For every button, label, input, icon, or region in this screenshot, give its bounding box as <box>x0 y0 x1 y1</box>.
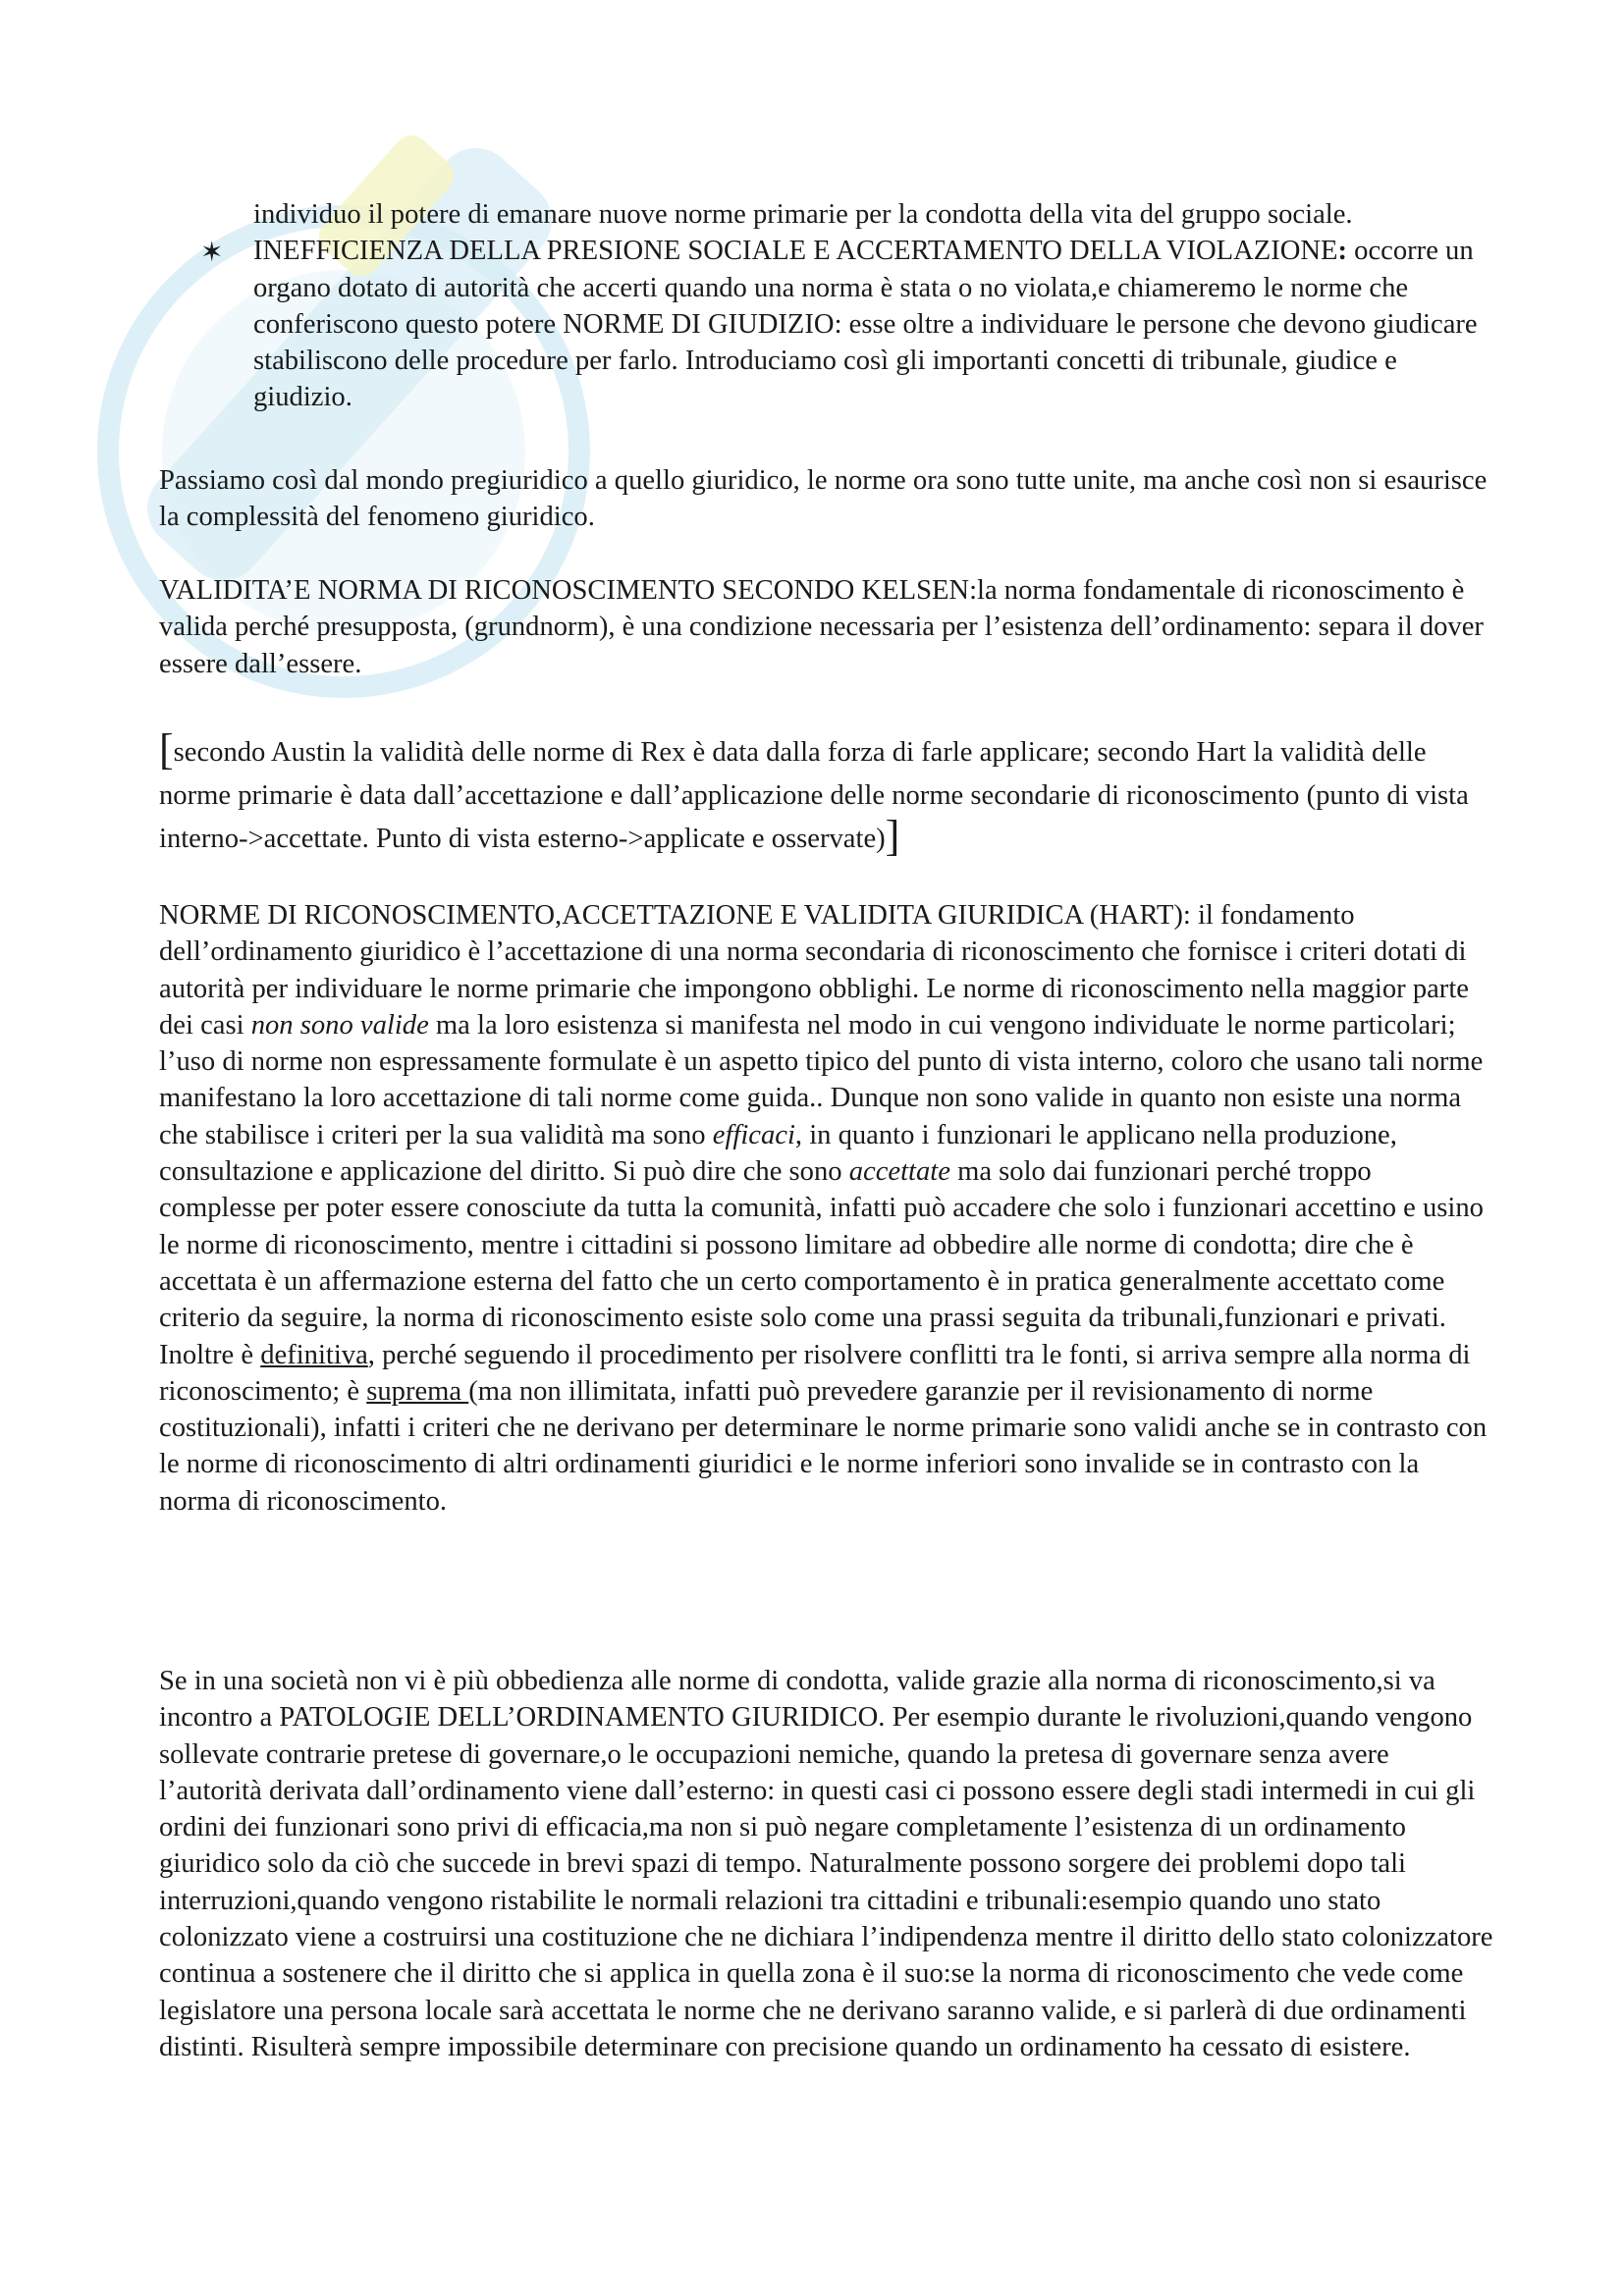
bracket-close: ] <box>885 812 900 860</box>
bracket-note-text: secondo Austin la validità delle norme di Rex è data dalla forza di farle applicare; secondo Hart la validità delle norme primarie è data dall’accettazione e dall’applicazione delle norme secondarie di riconoscimento (punto di vista interno->accettate. Punto di vista esterno->applicate e osservate) <box>159 737 1469 854</box>
hart-text-3: , in quanto i funzionari le applicano nella produzione, consultazione e applicazione del diritto. Si può dire che sono <box>159 1119 1397 1188</box>
list-item-inefficienza <box>159 233 1494 415</box>
hart-underline-suprema: suprema <box>366 1375 469 1407</box>
hart-underline-definitiva: definitiva <box>260 1339 368 1370</box>
paragraph-bracket-note <box>159 725 1494 861</box>
hart-text-2: ma la loro esistenza si manifesta nel modo in cui vengono individuate le norme particolari; l’uso di norme non espressamente formulate è un aspetto tipico del punto di vista interno, coloro che usano tali norme manifestano la loro accettazione di tali norme come guida.. Dunque non sono valide in quanto non esiste una norma che stabilisce i criteri per la sua validità ma sono <box>159 1009 1484 1150</box>
bullet-text: occorre un organo dotato di autorità che accerti quando una norma è stata o no violata,e chiameremo le norme che conferiscono questo potere NORME DI GIUDIZIO: esse oltre a individuare le persone che devono giudicare stabiliscono delle procedure per farlo. Introduciamo così gli importanti concetti di tribunale, giudice e giudizio. <box>253 236 1478 413</box>
paragraph-transition: Passiamo così dal mondo pregiuridico a quello giuridico, le norme ora sono tutte unite, ma anche così non si esaurisce la complessità del fenomeno giuridico. <box>159 465 1488 533</box>
hart-italic-efficaci: efficaci <box>712 1119 795 1150</box>
hart-italic-accettate: accettate <box>848 1156 950 1188</box>
list-block <box>159 196 1494 416</box>
paragraph-hart <box>159 897 1494 1520</box>
bracket-open: [ <box>159 725 174 774</box>
bullet-colon: : <box>1337 236 1348 267</box>
list-continuation: individuo il potere di emanare nuove norme primarie per la condotta della vita del gruppo sociale. <box>253 199 1353 230</box>
hart-text-6: (ma non illimitata, infatti può prevedere garanzie per il revisionamento di norme costituzionali), infatti i criteri che ne derivano per determinare le norme primarie sono validi anche se in contrasto con le norme di riconoscimento di altri ordinamenti giuridici e le norme inferiori sono invalide se in contrasto con la norma di riconoscimento. <box>159 1375 1488 1517</box>
hart-text-1: NORME DI RICONOSCIMENTO,ACCETTAZIONE E VALIDITA GIURIDICA (HART): il fondamento dell’ordinamento giuridico è l’accettazione di una norma secondaria di riconoscimento che fornisce i criteri dotati di autorità per individuare le norme primarie che impongono obblighi. Le norme di riconoscimento nella maggior parte dei casi <box>159 900 1469 1041</box>
hart-text-4: ma solo dai funzionari perché troppo complesse per poter essere conosciute da tutta la comunità, infatti può accadere che solo i funzionari accettino e usino le norme di riconoscimento, mentre i cittadini si possono limitare ad obbedire alle norme di condotta; dire che è accettata è un affermazione esterna del fatto che un certo comportamento è in pratica generalmente accettato come criterio da seguire, la norma di riconoscimento esiste solo come una prassi seguita da tribunali,funzionari e privati. Inoltre è <box>159 1156 1484 1370</box>
bullet-heading: INEFFICIENZA DELLA PRESIONE SOCIALE E ACCERTAMENTO DELLA VIOLAZIONE <box>253 236 1338 267</box>
paragraph-kelsen: VALIDITA’E NORMA DI RICONOSCIMENTO SECONDO KELSEN:la norma fondamentale di riconoscimento è valida perché presupposta, (grundnorm), è una condizione necessaria per l’esistenza dell’ordinamento: separa il dover essere dall’essere. <box>159 575 1484 679</box>
hart-italic-non-valide: non sono valide <box>250 1009 429 1041</box>
hart-text-5: , perché seguendo il procedimento per risolvere conflitti tra le fonti, si arriva sempre alla norma di riconoscimento; è <box>159 1339 1471 1407</box>
paragraph-patologie: Se in una società non vi è più obbedienza alle norme di condotta, valide grazie alla norma di riconoscimento,si va incontro a PATOLOGIE DELL’ORDINAMENTO GIURIDICO. Per esempio durante le rivoluzioni,quando vengono sollevate contrarie pretese di governare,o le occupazioni nemiche, quando la pretesa di governare senza avere l’autorità derivata dall’ordinamento viene dall’esterno: in questi casi ci possono essere degli stadi intermedi in cui gli ordini dei funzionari sono privi di efficacia,ma non si può negare completamente l’esistenza di un ordinamento giuridico solo da ciò che succede in brevi spazi di tempo. Naturalmente possono sorgere dei problemi dopo tali interruzioni,quando vengono ristabilite le normali relazioni tra cittadini e tribunali:esempio quando uno stato colonizzato viene a costruirsi una costituzione che ne dichiara l’indipendenza mentre il diritto dello stato colonizzatore continua a sostenere che il diritto che si applica in quella zona è il suo:se la norma di riconoscimento che vede come legislatore una persona locale sarà accettata le norme che ne derivano saranno valide, e si parlerà di due ordinamenti distinti. Risulterà sempre impossibile determinare con precisione quando un ordinamento ha cessato di esistere. <box>159 1666 1493 2062</box>
star-bullet-icon: ✶ <box>200 236 224 269</box>
